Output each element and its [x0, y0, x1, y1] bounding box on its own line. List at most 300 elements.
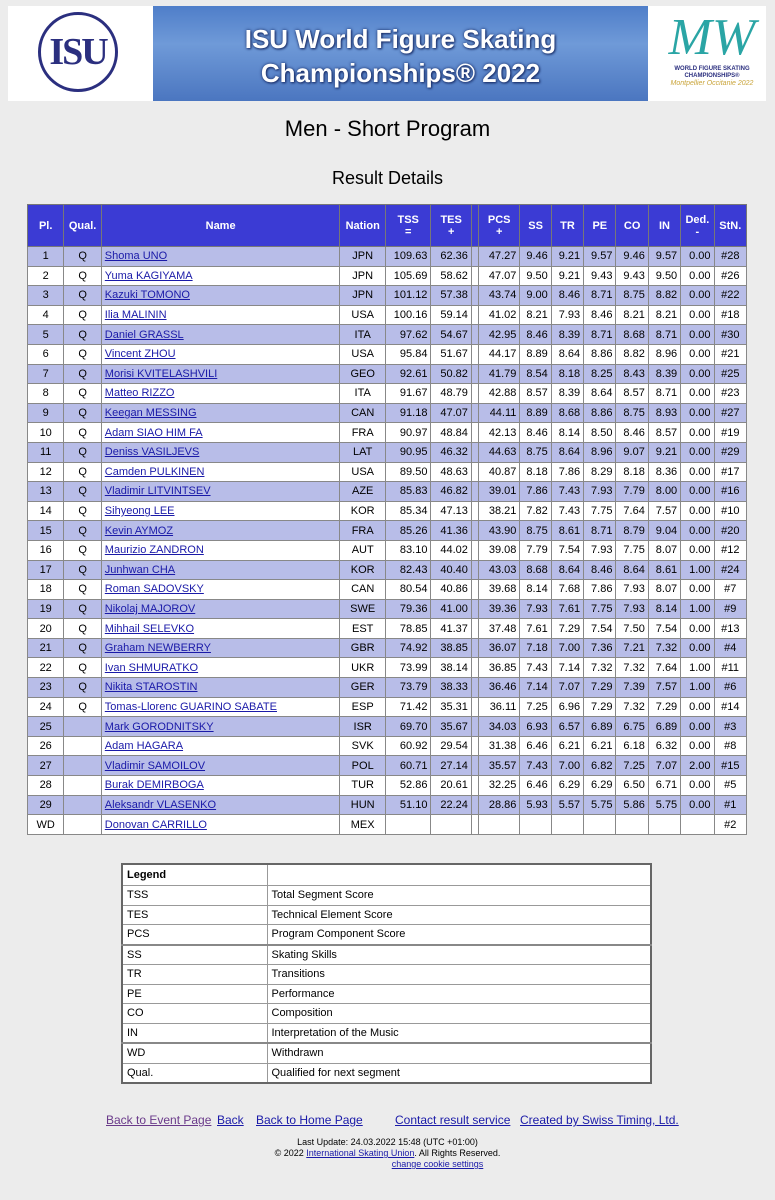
co-cell: 7.21 — [616, 638, 648, 658]
name-cell — [101, 286, 340, 306]
ded-cell: 0.00 — [681, 364, 714, 384]
qual-cell: Q — [64, 384, 101, 404]
spacer-cell — [471, 756, 478, 776]
table-row — [28, 305, 747, 325]
legend-abbr: TR — [122, 965, 267, 985]
start-number-cell: #20 — [714, 521, 746, 541]
place-cell: 5 — [28, 325, 64, 345]
tss-cell: 51.10 — [385, 795, 431, 815]
tr-cell: 8.64 — [551, 442, 583, 462]
tss-cell: 78.85 — [385, 619, 431, 639]
nation-cell: MEX — [340, 815, 386, 835]
back-to-event-link[interactable]: Back to Event Page — [106, 1113, 212, 1127]
start-number-cell: #16 — [714, 482, 746, 502]
col-header-pcs-op: + — [495, 225, 503, 238]
tss-cell: 101.12 — [385, 286, 431, 306]
pe-cell: 6.89 — [584, 717, 616, 737]
ss-cell: 7.14 — [520, 678, 551, 698]
pcs-cell: 44.63 — [478, 442, 519, 462]
tr-cell: 6.29 — [551, 776, 583, 796]
tes-cell: 27.14 — [431, 756, 471, 776]
qual-cell — [64, 717, 101, 737]
in-cell: 6.32 — [648, 736, 680, 756]
tr-cell: 7.93 — [551, 305, 583, 325]
col-header-qual: Qual. — [64, 205, 101, 247]
skater-name-link[interactable]: Donovan CARRILLO — [104, 818, 207, 831]
pe-cell: 7.29 — [584, 678, 616, 698]
spacer-cell — [471, 776, 478, 796]
pcs-cell: 41.02 — [478, 305, 519, 325]
ded-cell: 0.00 — [681, 403, 714, 423]
pcs-cell: 35.57 — [478, 756, 519, 776]
table-row — [28, 286, 747, 306]
place-cell: 1 — [28, 247, 64, 267]
co-cell: 8.46 — [616, 423, 648, 443]
skater-name-link[interactable]: Mihhail SELEVKO — [104, 622, 195, 635]
skater-name-link[interactable]: Graham NEWBERRY — [104, 642, 211, 655]
legend-desc: Qualified for next segment — [267, 1063, 651, 1083]
start-number-cell: #5 — [714, 776, 746, 796]
nation-cell: GEO — [340, 364, 386, 384]
qual-cell — [64, 776, 101, 796]
table-row — [28, 815, 747, 835]
pcs-cell: 44.11 — [478, 403, 519, 423]
pcs-cell: 47.07 — [478, 266, 519, 286]
championships-logo[interactable] — [663, 10, 761, 98]
tes-cell: 46.82 — [431, 482, 471, 502]
spacer-cell — [471, 344, 478, 364]
col-header-in: IN — [648, 205, 680, 247]
legend-row — [122, 905, 651, 925]
nation-cell: ITA — [340, 384, 386, 404]
legend-table-body — [122, 864, 651, 1083]
name-cell — [101, 736, 340, 756]
banner-title-line1: ISU World Figure Skating — [244, 24, 557, 54]
table-row — [28, 658, 747, 678]
skater-name-link[interactable]: Kevin AYMOZ — [104, 524, 174, 537]
pcs-cell: 37.48 — [478, 619, 519, 639]
pcs-cell: 36.07 — [478, 638, 519, 658]
ss-cell: 6.46 — [520, 736, 551, 756]
co-cell: 9.07 — [616, 442, 648, 462]
ss-cell: 8.18 — [520, 462, 551, 482]
legend-desc: Program Component Score — [267, 925, 651, 945]
nation-cell: AZE — [340, 482, 386, 502]
legend-desc: Transitions — [267, 965, 651, 985]
legend-row — [122, 1004, 651, 1024]
in-cell: 8.07 — [648, 540, 680, 560]
qual-cell: Q — [64, 482, 101, 502]
ss-cell: 8.46 — [520, 423, 551, 443]
table-row — [28, 756, 747, 776]
header-banner — [8, 6, 766, 101]
name-cell — [101, 697, 340, 717]
pe-cell: 8.46 — [584, 560, 616, 580]
ded-cell: 1.00 — [681, 678, 714, 698]
back-link[interactable]: Back — [217, 1113, 244, 1127]
legend-abbr: Qual. — [122, 1063, 267, 1083]
skater-name-link[interactable]: Adam HAGARA — [104, 740, 184, 753]
skater-name-link[interactable]: Vladimir SAMOILOV — [104, 759, 206, 772]
pcs-cell: 41.79 — [478, 364, 519, 384]
tr-cell: 7.29 — [551, 619, 583, 639]
spacer-cell — [471, 364, 478, 384]
name-cell — [101, 482, 340, 502]
start-number-cell: #9 — [714, 599, 746, 619]
ded-cell: 0.00 — [681, 521, 714, 541]
name-cell — [101, 247, 340, 267]
tes-cell: 38.14 — [431, 658, 471, 678]
pcs-cell: 42.13 — [478, 423, 519, 443]
pcs-cell: 34.03 — [478, 717, 519, 737]
col-header-ded — [681, 205, 714, 247]
qual-cell: Q — [64, 638, 101, 658]
ded-cell: 0.00 — [681, 305, 714, 325]
tes-cell: 58.62 — [431, 266, 471, 286]
qual-cell: Q — [64, 521, 101, 541]
tss-cell: 52.86 — [385, 776, 431, 796]
pcs-cell: 36.46 — [478, 678, 519, 698]
back-to-home-link[interactable]: Back to Home Page — [256, 1113, 363, 1127]
tes-cell: 51.67 — [431, 344, 471, 364]
tr-cell: 8.14 — [551, 423, 583, 443]
championships-logo-mark: MW — [668, 9, 756, 66]
table-row — [28, 266, 747, 286]
nation-cell: TUR — [340, 776, 386, 796]
start-number-cell: #2 — [714, 815, 746, 835]
skater-name-link[interactable]: Ilia MALININ — [104, 309, 167, 322]
ss-cell: 8.89 — [520, 344, 551, 364]
place-cell: 24 — [28, 697, 64, 717]
place-cell: 26 — [28, 736, 64, 756]
tr-cell: 7.43 — [551, 482, 583, 502]
results-table — [27, 204, 747, 835]
ded-cell: 0.00 — [681, 540, 714, 560]
tes-cell: 41.36 — [431, 521, 471, 541]
pcs-cell: 39.68 — [478, 580, 519, 600]
skater-name-link[interactable]: Matteo RIZZO — [104, 387, 175, 400]
skater-name-link[interactable]: Nikita STAROSTIN — [104, 681, 198, 694]
qual-cell: Q — [64, 501, 101, 521]
name-cell — [101, 403, 340, 423]
ss-cell: 7.79 — [520, 540, 551, 560]
pe-cell: 7.86 — [584, 580, 616, 600]
spacer-cell — [471, 697, 478, 717]
place-cell: 7 — [28, 364, 64, 384]
legend-row — [122, 1063, 651, 1083]
tss-cell: 82.43 — [385, 560, 431, 580]
section-subtitle: Result Details — [331, 168, 444, 188]
in-cell: 5.75 — [648, 795, 680, 815]
skater-name-link[interactable]: Deniss VASILJEVS — [104, 446, 200, 459]
skater-name-link[interactable]: Adam SIAO HIM FA — [104, 426, 203, 439]
skater-name-link[interactable]: Yuma KAGIYAMA — [104, 269, 193, 282]
legend-row — [122, 965, 651, 985]
table-row — [28, 521, 747, 541]
tes-cell: 40.86 — [431, 580, 471, 600]
name-cell — [101, 305, 340, 325]
tr-cell: 7.54 — [551, 540, 583, 560]
co-cell: 7.25 — [616, 756, 648, 776]
in-cell: 7.32 — [648, 638, 680, 658]
pe-cell: 9.57 — [584, 247, 616, 267]
legend-row — [122, 945, 651, 965]
start-number-cell: #8 — [714, 736, 746, 756]
nation-cell: POL — [340, 756, 386, 776]
tes-cell: 44.02 — [431, 540, 471, 560]
spacer-cell — [471, 442, 478, 462]
pcs-cell: 47.27 — [478, 247, 519, 267]
nation-cell: SVK — [340, 736, 386, 756]
table-row — [28, 462, 747, 482]
table-row — [28, 678, 747, 698]
ss-cell: 8.54 — [520, 364, 551, 384]
table-row — [28, 795, 747, 815]
skater-name-link[interactable]: Sihyeong LEE — [104, 505, 175, 518]
spacer-cell — [471, 717, 478, 737]
table-row — [28, 384, 747, 404]
tes-cell: 59.14 — [431, 305, 471, 325]
legend-abbr: TSS — [122, 886, 267, 906]
start-number-cell: #27 — [714, 403, 746, 423]
skater-name-link[interactable]: Nikolaj MAJOROV — [104, 602, 196, 615]
name-cell — [101, 325, 340, 345]
in-cell: 8.00 — [648, 482, 680, 502]
ded-cell: 1.00 — [681, 658, 714, 678]
co-cell: 7.50 — [616, 619, 648, 639]
nation-cell: EST — [340, 619, 386, 639]
qual-cell: Q — [64, 344, 101, 364]
tss-cell: 90.97 — [385, 423, 431, 443]
name-cell — [101, 717, 340, 737]
name-cell — [101, 423, 340, 443]
table-row — [28, 580, 747, 600]
co-cell: 8.75 — [616, 403, 648, 423]
pcs-cell: 43.90 — [478, 521, 519, 541]
ded-cell: 1.00 — [681, 560, 714, 580]
spacer-cell — [471, 482, 478, 502]
name-cell — [101, 501, 340, 521]
col-header-tss-label: TSS — [397, 213, 419, 226]
tes-cell: 48.84 — [431, 423, 471, 443]
name-cell — [101, 442, 340, 462]
tss-cell: 92.61 — [385, 364, 431, 384]
ss-cell: 8.46 — [520, 325, 551, 345]
pcs-cell: 28.86 — [478, 795, 519, 815]
contact-result-service-link[interactable]: Contact result service — [395, 1113, 511, 1127]
tr-cell: 8.68 — [551, 403, 583, 423]
pe-cell: 8.46 — [584, 305, 616, 325]
qual-cell: Q — [64, 678, 101, 698]
ded-cell: 1.00 — [681, 599, 714, 619]
tss-cell: 79.36 — [385, 599, 431, 619]
pe-cell: 5.75 — [584, 795, 616, 815]
pe-cell: 7.93 — [584, 482, 616, 502]
swiss-timing-link[interactable]: Created by Swiss Timing, Ltd. — [520, 1113, 679, 1127]
pe-cell: 7.75 — [584, 599, 616, 619]
col-header-pcs — [478, 205, 519, 247]
place-cell: 21 — [28, 638, 64, 658]
tes-cell: 40.40 — [431, 560, 471, 580]
in-cell: 7.29 — [648, 697, 680, 717]
pe-cell: 6.29 — [584, 776, 616, 796]
skater-name-link[interactable]: Roman SADOVSKY — [104, 583, 204, 596]
table-row — [28, 717, 747, 737]
in-cell: 8.36 — [648, 462, 680, 482]
start-number-cell: #26 — [714, 266, 746, 286]
in-cell: 8.96 — [648, 344, 680, 364]
col-header-stn: StN. — [714, 205, 746, 247]
spacer-cell — [471, 619, 478, 639]
skater-name-link[interactable]: Keegan MESSING — [104, 407, 197, 420]
tes-cell: 54.67 — [431, 325, 471, 345]
ss-cell: 7.25 — [520, 697, 551, 717]
start-number-cell: #1 — [714, 795, 746, 815]
qual-cell: Q — [64, 442, 101, 462]
qual-cell: Q — [64, 286, 101, 306]
tr-cell: 7.68 — [551, 580, 583, 600]
qual-cell — [64, 756, 101, 776]
place-cell: 20 — [28, 619, 64, 639]
place-cell: 18 — [28, 580, 64, 600]
pcs-cell: 39.36 — [478, 599, 519, 619]
col-header-tes — [431, 205, 471, 247]
skater-name-link[interactable]: Camden PULKINEN — [104, 465, 205, 478]
spacer-cell — [471, 266, 478, 286]
ded-cell: 0.00 — [681, 697, 714, 717]
co-cell: 9.46 — [616, 247, 648, 267]
tr-cell: 8.46 — [551, 286, 583, 306]
nation-cell: HUN — [340, 795, 386, 815]
ded-cell: 0.00 — [681, 286, 714, 306]
ded-cell: 0.00 — [681, 580, 714, 600]
pcs-cell: 36.11 — [478, 697, 519, 717]
ded-cell: 0.00 — [681, 717, 714, 737]
skater-name-link[interactable]: Maurizio ZANDRON — [104, 544, 204, 557]
tes-cell: 46.32 — [431, 442, 471, 462]
cookie-settings-link[interactable]: change cookie settings — [391, 1159, 484, 1169]
skater-name-link[interactable]: Junhwan CHA — [104, 563, 176, 576]
copyright — [0, 1148, 775, 1159]
skater-name-link[interactable]: Mark GORODNITSKY — [104, 720, 214, 733]
ded-cell: 0.00 — [681, 266, 714, 286]
skater-name-link[interactable]: Vincent ZHOU — [104, 348, 176, 361]
tss-cell: 91.67 — [385, 384, 431, 404]
ss-cell: 9.50 — [520, 266, 551, 286]
col-header-tes-op: + — [447, 225, 455, 238]
table-row — [28, 697, 747, 717]
start-number-cell: #4 — [714, 638, 746, 658]
name-cell — [101, 599, 340, 619]
start-number-cell: #15 — [714, 756, 746, 776]
ss-cell: 6.93 — [520, 717, 551, 737]
isu-logo[interactable]: ISU — [38, 12, 118, 92]
skater-name-link[interactable]: Aleksandr VLASENKO — [104, 798, 217, 811]
banner-title-panel — [153, 6, 648, 101]
place-cell: 4 — [28, 305, 64, 325]
start-number-cell: #13 — [714, 619, 746, 639]
place-cell: 23 — [28, 678, 64, 698]
last-update: Last Update: 24.03.2022 15:48 (UTC +01:00) — [297, 1137, 478, 1147]
tr-cell: 8.64 — [551, 560, 583, 580]
pe-cell: 7.75 — [584, 501, 616, 521]
spacer-cell — [471, 736, 478, 756]
cookie-row — [0, 1159, 775, 1170]
skater-name-link[interactable]: Vladimir LITVINTSEV — [104, 485, 211, 498]
pe-cell: 8.71 — [584, 286, 616, 306]
pe-cell: 8.50 — [584, 423, 616, 443]
in-cell: 8.71 — [648, 325, 680, 345]
skater-name-link[interactable]: Ivan SHMURATKO — [104, 661, 199, 674]
nation-cell: JPN — [340, 266, 386, 286]
skater-name-link[interactable]: Morisi KVITELASHVILI — [104, 367, 218, 380]
spacer-cell — [471, 423, 478, 443]
spacer-cell — [471, 599, 478, 619]
tss-cell: 109.63 — [385, 247, 431, 267]
pcs-cell: 43.74 — [478, 286, 519, 306]
pcs-cell: 38.21 — [478, 501, 519, 521]
qual-cell: Q — [64, 423, 101, 443]
pe-cell: 8.96 — [584, 442, 616, 462]
in-cell: 8.21 — [648, 305, 680, 325]
pcs-cell: 43.03 — [478, 560, 519, 580]
ded-cell: 0.00 — [681, 384, 714, 404]
table-row — [28, 247, 747, 267]
table-header-row — [28, 205, 747, 247]
ded-cell: 0.00 — [681, 344, 714, 364]
ss-cell — [520, 815, 551, 835]
name-cell — [101, 540, 340, 560]
name-cell — [101, 756, 340, 776]
skater-name-link[interactable]: Shoma UNO — [104, 250, 168, 263]
isu-link[interactable]: International Skating Union — [306, 1148, 415, 1158]
place-cell: 15 — [28, 521, 64, 541]
table-row — [28, 501, 747, 521]
name-cell — [101, 580, 340, 600]
start-number-cell: #17 — [714, 462, 746, 482]
tss-cell: 90.95 — [385, 442, 431, 462]
pe-cell: 8.86 — [584, 403, 616, 423]
qual-cell — [64, 795, 101, 815]
championships-logo-line2: CHAMPIONSHIPS® — [684, 73, 740, 79]
col-header-pcs-label: PCS — [487, 213, 511, 226]
copyright-prefix: © 2022 — [274, 1148, 304, 1158]
table-row — [28, 560, 747, 580]
tss-cell: 74.92 — [385, 638, 431, 658]
pe-cell — [584, 815, 616, 835]
tss-cell: 73.99 — [385, 658, 431, 678]
pe-cell: 7.36 — [584, 638, 616, 658]
in-cell: 7.64 — [648, 658, 680, 678]
tes-cell: 35.67 — [431, 717, 471, 737]
skater-name-link[interactable]: Daniel GRASSL — [104, 328, 184, 341]
skater-name-link[interactable]: Tomas-Llorenc GUARINO SABATE — [104, 700, 277, 713]
nation-cell: LAT — [340, 442, 386, 462]
legend-abbr: TES — [122, 905, 267, 925]
table-row — [28, 364, 747, 384]
skater-name-link[interactable]: Kazuki TOMONO — [104, 289, 190, 302]
ded-cell: 0.00 — [681, 619, 714, 639]
co-cell: 9.43 — [616, 266, 648, 286]
tss-cell: 80.54 — [385, 580, 431, 600]
nation-cell: KOR — [340, 501, 386, 521]
ss-cell: 8.57 — [520, 384, 551, 404]
tr-cell — [551, 815, 583, 835]
nation-cell: GER — [340, 678, 386, 698]
skater-name-link[interactable]: Burak DEMIRBOGA — [104, 779, 204, 792]
tss-cell: 73.79 — [385, 678, 431, 698]
in-cell: 9.50 — [648, 266, 680, 286]
